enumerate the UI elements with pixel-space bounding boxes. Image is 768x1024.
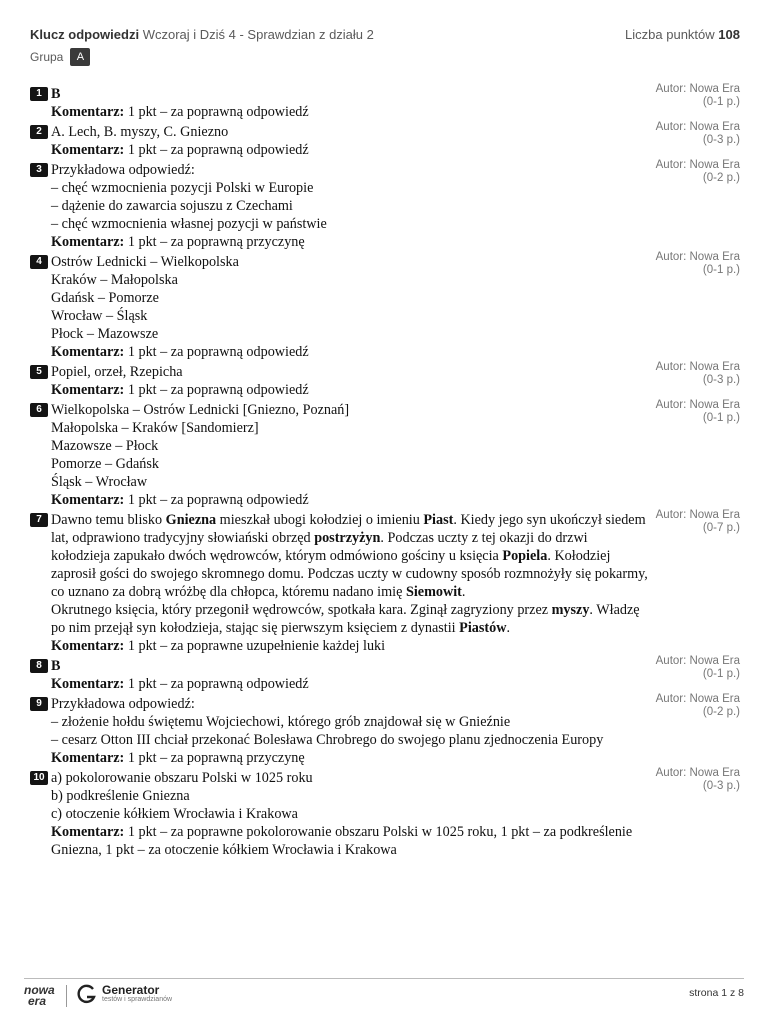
generator-icon (76, 983, 98, 1005)
points-range: (0-2 p.) (702, 706, 740, 718)
author-label: Autor: Nowa Era (655, 361, 740, 373)
comment-label: Komentarz: (51, 492, 125, 508)
question-number-badge: 6 (30, 403, 48, 417)
answer-line: – dążenie do zawarcia sojuszu z Czechami (51, 198, 293, 214)
points-range: (0-2 p.) (702, 172, 740, 184)
question-meta (656, 655, 740, 681)
comment-label: Komentarz: (51, 382, 125, 398)
question-number-badge: 2 (30, 125, 48, 139)
answer-paragraph (51, 511, 648, 601)
question-3 (30, 161, 740, 251)
comment-line (51, 103, 648, 121)
answer-keyword: postrzyżyn (314, 530, 381, 546)
answer-line: Gdańsk – Pomorze (51, 290, 159, 306)
answer-text: Okrutnego księcia, który przegonił wędrowców, spotkała kara. Zginął zagryziony przez (51, 602, 552, 618)
question-meta (656, 159, 740, 185)
logo-line2: era (28, 994, 47, 1008)
answer-line: A. Lech, B. myszy, C. Gniezno (51, 124, 229, 140)
question-meta (656, 693, 740, 719)
question-number-badge: 9 (30, 697, 48, 711)
answer-line: B (51, 658, 61, 674)
answer-line: – chęć wzmocnienia pozycji Polski w Europie (51, 180, 314, 196)
answer-text: . Kołodziej zaprosił gości do swojego skromnego domu. Podczas uczty w cudowny sposób rozmnożyły się pokarmy, co uznano za dobrą wróżbę dla chłopca, któremu nadano imię (51, 548, 648, 600)
points-range: (0-1 p.) (702, 264, 740, 276)
question-6 (30, 401, 740, 509)
answer-line: Wielkopolska – Ostrów Lednicki [Gniezno, Poznań] (51, 402, 350, 418)
answer-line: B (51, 86, 61, 102)
author-label: Autor: Nowa Era (655, 655, 740, 667)
question-meta (656, 83, 740, 109)
answer-line: Śląsk – Wrocław (51, 474, 148, 490)
points-range: (0-1 p.) (702, 668, 740, 680)
points-range: (0-1 p.) (702, 96, 740, 108)
comment-text: 1 pkt – za poprawne uzupełnienie każdej luki (127, 638, 386, 654)
question-number-badge: 1 (30, 87, 48, 101)
points-range: (0-3 p.) (702, 134, 740, 146)
header-title: Wczoraj i Dziś 4 - Sprawdzian z działu 2 (142, 27, 374, 42)
points-summary (625, 27, 740, 42)
comment-line (51, 381, 648, 399)
answer-keyword: Piast (423, 512, 454, 528)
group-badge: A (70, 48, 90, 66)
comment-line (51, 749, 648, 767)
author-label: Autor: Nowa Era (655, 509, 740, 521)
answer-text: . Podczas uczty z tej okazji do drzwi kołodzieja zapukało dwóch wędrowców, którym odmówiono gościny u księcia (51, 530, 588, 564)
page-header (30, 27, 740, 42)
question-7 (30, 511, 740, 655)
comment-text: 1 pkt – za poprawną przyczynę (127, 234, 305, 250)
comment-label: Komentarz: (51, 104, 125, 120)
author-label: Autor: Nowa Era (655, 83, 740, 95)
answer-text: . Władzę po nim przejął syn kołodzieja, stając się pierwszym księciem z dynastii (51, 602, 640, 636)
answer-line: Przykładowa odpowiedź: (51, 162, 195, 178)
question-meta (656, 767, 740, 793)
comment-text: 1 pkt – za poprawną przyczynę (127, 750, 305, 766)
answer-keyword: Siemowit (405, 584, 462, 600)
answer-text: mieszkał ubogi kołodziej o imieniu (216, 512, 424, 528)
answer-line: b) podkreślenie Gniezna (51, 788, 190, 804)
answer-line: Kraków – Małopolska (51, 272, 178, 288)
question-8 (30, 657, 740, 693)
points-label: Liczba punktów (625, 27, 715, 42)
answer-text: . (506, 620, 511, 636)
question-5 (30, 363, 740, 399)
answer-line: c) otoczenie kółkiem Wrocławia i Krakowa (51, 806, 298, 822)
group-label: Grupa (30, 50, 64, 64)
points-range: (0-3 p.) (702, 780, 740, 792)
answer-key-list (30, 85, 740, 861)
answer-paragraph (51, 601, 648, 637)
answer-keyword: Popiela (502, 548, 548, 564)
page-footer (24, 978, 744, 1008)
comment-label: Komentarz: (51, 676, 125, 692)
answer-text: . Kiedy jego syn ukończył siedem lat, odprawiono tradycyjny słowiański obrzęd (51, 512, 646, 546)
comment-line (51, 343, 648, 361)
comment-text: 1 pkt – za poprawną odpowiedź (127, 382, 309, 398)
answer-line: Wrocław – Śląsk (51, 308, 148, 324)
question-meta (656, 509, 740, 535)
comment-line (51, 491, 648, 509)
footer-divider (66, 985, 67, 1007)
comment-label: Komentarz: (51, 344, 125, 360)
answer-line: Pomorze – Gdańsk (51, 456, 159, 472)
question-2 (30, 123, 740, 159)
generator-subtitle: testów i sprawdzianów (102, 996, 173, 1003)
question-meta (656, 399, 740, 425)
answer-keyword: myszy (551, 602, 590, 618)
answer-line: a) pokolorowanie obszaru Polski w 1025 roku (51, 770, 313, 786)
author-label: Autor: Nowa Era (655, 767, 740, 779)
comment-line (51, 637, 648, 655)
question-number-badge: 8 (30, 659, 48, 673)
question-number-badge: 5 (30, 365, 48, 379)
answer-line: Przykładowa odpowiedź: (51, 696, 195, 712)
comment-text: 1 pkt – za poprawną odpowiedź (127, 492, 309, 508)
question-number-badge: 10 (30, 771, 48, 785)
question-9 (30, 695, 740, 767)
answer-line: Popiel, orzeł, Rzepicha (51, 364, 183, 380)
author-label: Autor: Nowa Era (655, 121, 740, 133)
header-title-bold: Klucz odpowiedzi (30, 27, 140, 42)
group-selector (30, 48, 90, 66)
question-number-badge: 4 (30, 255, 48, 269)
question-meta (656, 251, 740, 277)
answer-line: Małopolska – Kraków [Sandomierz] (51, 420, 259, 436)
comment-text: 1 pkt – za poprawne pokolorowanie obszaru Polski w 1025 roku, 1 pkt – za podkreślenie Gniezna, 1 pkt – za otoczenie kółkiem Wrocławia i Krakowa (51, 824, 633, 858)
answer-keyword: Gniezna (165, 512, 217, 528)
comment-line (51, 233, 648, 251)
comment-text: 1 pkt – za poprawną odpowiedź (127, 142, 309, 158)
points-range: (0-7 p.) (702, 522, 740, 534)
comment-text: 1 pkt – za poprawną odpowiedź (127, 344, 309, 360)
author-label: Autor: Nowa Era (655, 399, 740, 411)
comment-label: Komentarz: (51, 824, 125, 840)
points-range: (0-1 p.) (702, 412, 740, 424)
answer-line: – cesarz Otton III chciał przekonać Bolesława Chrobrego do swojego planu zjednoczenia Europy (51, 732, 604, 748)
answer-line: Ostrów Lednicki – Wielkopolska (51, 254, 239, 270)
answer-line: Płock – Mazowsze (51, 326, 159, 342)
answer-line: – złożenie hołdu świętemu Wojciechowi, którego grób znajdował się w Gnieźnie (51, 714, 511, 730)
points-range: (0-3 p.) (702, 374, 740, 386)
question-meta (656, 121, 740, 147)
author-label: Autor: Nowa Era (655, 693, 740, 705)
comment-line (51, 141, 648, 159)
generator-title: Generator (102, 983, 160, 997)
author-label: Autor: Nowa Era (655, 159, 740, 171)
answer-keyword: Piastów (459, 620, 507, 636)
answer-line: Mazowsze – Płock (51, 438, 159, 454)
generator-logo (76, 983, 172, 1005)
comment-line (51, 675, 648, 693)
question-4 (30, 253, 740, 361)
comment-label: Komentarz: (51, 750, 125, 766)
comment-text: 1 pkt – za poprawną odpowiedź (127, 104, 309, 120)
question-10 (30, 769, 740, 859)
comment-label: Komentarz: (51, 638, 125, 654)
question-number-badge: 3 (30, 163, 48, 177)
comment-text: 1 pkt – za poprawną odpowiedź (127, 676, 309, 692)
question-number-badge: 7 (30, 513, 48, 527)
comment-label: Komentarz: (51, 142, 125, 158)
answer-text: . (461, 584, 466, 600)
logo-line1: nowa (24, 983, 55, 997)
page-number: strona 1 z 8 (689, 987, 744, 999)
question-meta (656, 361, 740, 387)
nowa-era-logo (24, 985, 55, 1007)
comment-label: Komentarz: (51, 234, 125, 250)
comment-line (51, 823, 648, 859)
points-value: 108 (718, 27, 740, 42)
question-1 (30, 85, 740, 121)
answer-line: – chęć wzmocnienia własnej pozycji w państwie (51, 216, 327, 232)
author-label: Autor: Nowa Era (655, 251, 740, 263)
answer-text: Dawno temu blisko (51, 512, 166, 528)
